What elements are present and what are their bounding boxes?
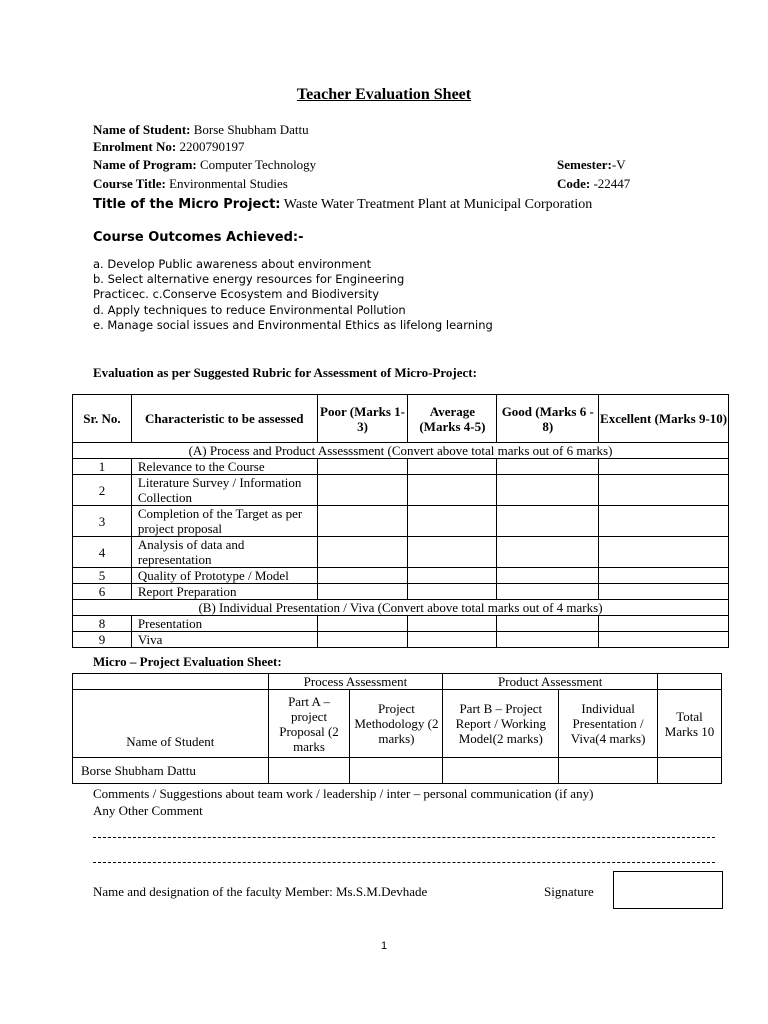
program-line — [93, 156, 316, 173]
methodology-cell[interactable] — [350, 758, 443, 784]
enrolment-value: 2200790197 — [179, 139, 245, 154]
part-b-cell[interactable] — [443, 758, 559, 784]
poor-cell[interactable] — [317, 506, 408, 537]
table-row — [73, 459, 729, 475]
header-methodology: Project Methodology (2 marks) — [350, 690, 443, 758]
evaluation-table — [72, 673, 722, 784]
faculty-name: Name and designation of the faculty Member: Ms.S.M.Devhade — [93, 884, 428, 899]
table-row — [73, 475, 729, 506]
header-total: Total Marks 10 — [658, 690, 722, 758]
average-cell[interactable] — [408, 632, 497, 648]
poor-cell[interactable] — [317, 584, 408, 600]
header-excellent: Excellent (Marks 9-10) — [599, 395, 729, 443]
excellent-cell[interactable] — [599, 568, 729, 584]
row-number: 6 — [73, 584, 132, 600]
average-cell[interactable] — [408, 506, 497, 537]
semester-value: -V — [611, 157, 626, 172]
code-line — [557, 175, 630, 192]
table-row — [73, 616, 729, 632]
row-characteristic: Literature Survey / Information Collection — [131, 475, 317, 506]
program-value: Computer Technology — [199, 157, 317, 172]
project-title-label: Title of the Micro Project: — [93, 197, 281, 212]
average-cell[interactable] — [408, 568, 497, 584]
poor-cell[interactable] — [317, 459, 408, 475]
excellent-cell[interactable] — [599, 506, 729, 537]
outcomes-heading: Course Outcomes Achieved:- — [93, 230, 304, 245]
good-cell[interactable] — [497, 632, 599, 648]
poor-cell[interactable] — [317, 537, 408, 568]
average-cell[interactable] — [408, 475, 497, 506]
eval-blank-cell — [73, 674, 269, 690]
outcome-item: d. Apply techniques to reduce Environmental Pollution — [93, 302, 406, 317]
header-good: Good (Marks 6 - 8) — [497, 395, 599, 443]
header-name-of-student: Name of Student — [73, 690, 269, 758]
enrolment-label: Enrolment No: — [93, 139, 177, 154]
eval-header-row — [73, 690, 722, 758]
header-poor: Poor (Marks 1-3) — [317, 395, 408, 443]
course-label: Course Title: — [93, 176, 166, 191]
project-title-value: Waste Water Treatment Plant at Municipal Corporation — [283, 197, 593, 212]
row-number: 2 — [73, 475, 132, 506]
header-average: Average (Marks 4-5) — [408, 395, 497, 443]
good-cell[interactable] — [497, 537, 599, 568]
outcome-item: b. Select alternative energy resources for Engineering — [93, 272, 405, 287]
good-cell[interactable] — [497, 584, 599, 600]
rubric-header-row — [73, 395, 729, 443]
excellent-cell[interactable] — [599, 584, 729, 600]
excellent-cell[interactable] — [599, 475, 729, 506]
signature-label: Signature — [544, 884, 594, 899]
eval-group-row — [73, 674, 722, 690]
average-cell[interactable] — [408, 616, 497, 632]
semester-line — [557, 156, 626, 173]
enrolment-line — [93, 138, 244, 155]
page-number: 1 — [380, 940, 388, 952]
table-row — [73, 506, 729, 537]
average-cell[interactable] — [408, 459, 497, 475]
row-characteristic: Analysis of data and representation — [131, 537, 317, 568]
header-sr-no: Sr. No. — [73, 395, 132, 443]
good-cell[interactable] — [497, 568, 599, 584]
student-name-value: Borse Shubham Dattu — [193, 122, 309, 137]
good-cell[interactable] — [497, 506, 599, 537]
section-a-row — [73, 443, 729, 459]
page-title: Teacher Evaluation Sheet — [296, 86, 472, 103]
other-comment-label: Any Other Comment — [93, 803, 203, 818]
table-row — [73, 568, 729, 584]
code-label: Code: — [557, 176, 591, 191]
part-a-cell[interactable] — [268, 758, 350, 784]
rubric-heading: Evaluation as per Suggested Rubric for Assessment of Micro-Project: — [93, 365, 477, 380]
header-individual: Individual Presentation / Viva(4 marks) — [559, 690, 658, 758]
comment-line[interactable] — [93, 837, 715, 838]
process-assessment-header: Process Assessment — [268, 674, 443, 690]
program-label: Name of Program: — [93, 157, 197, 172]
table-row — [73, 632, 729, 648]
average-cell[interactable] — [408, 537, 497, 568]
project-title-line — [93, 196, 592, 213]
outcome-item: a. Develop Public awareness about environment — [93, 257, 372, 271]
section-b-label: (B) Individual Presentation / Viva (Convert above total marks out of 4 marks) — [73, 600, 729, 616]
header-part-a: Part A – project Proposal (2 marks — [268, 690, 350, 758]
row-characteristic: Presentation — [131, 616, 317, 632]
total-cell[interactable] — [658, 758, 722, 784]
evaluation-heading: Micro – Project Evaluation Sheet: — [93, 654, 282, 669]
signature-box[interactable] — [613, 871, 723, 909]
course-line — [93, 175, 288, 192]
product-assessment-header: Product Assessment — [443, 674, 658, 690]
row-number: 3 — [73, 506, 132, 537]
header-characteristic: Characteristic to be assessed — [131, 395, 317, 443]
header-part-b: Part B – Project Report / Working Model(2 marks) — [443, 690, 559, 758]
course-value: Environmental Studies — [169, 176, 288, 191]
row-characteristic: Relevance to the Course — [131, 459, 317, 475]
poor-cell[interactable] — [317, 475, 408, 506]
row-characteristic: Completion of the Target as per project proposal — [131, 506, 317, 537]
row-number: 5 — [73, 568, 132, 584]
excellent-cell[interactable] — [599, 459, 729, 475]
row-number: 4 — [73, 537, 132, 568]
outcomes-list — [93, 257, 493, 333]
excellent-cell[interactable] — [599, 632, 729, 648]
outcome-item: e. Manage social issues and Environmental Ethics as lifelong learning — [93, 317, 493, 332]
eval-blank-cell — [658, 674, 722, 690]
student-name-line — [93, 121, 309, 138]
good-cell[interactable] — [497, 459, 599, 475]
section-a-label: (A) Process and Product Assesssment (Convert above total marks out of 6 marks) — [73, 443, 729, 459]
row-number: 8 — [73, 616, 132, 632]
individual-cell[interactable] — [559, 758, 658, 784]
student-name-label: Name of Student: — [93, 122, 191, 137]
excellent-cell[interactable] — [599, 537, 729, 568]
student-name-cell: Borse Shubham Dattu — [73, 758, 269, 784]
table-row — [73, 584, 729, 600]
poor-cell[interactable] — [317, 632, 408, 648]
outcome-item: Practicec. c.Conserve Ecosystem and Biodiversity — [93, 287, 380, 302]
row-characteristic: Quality of Prototype / Model — [131, 568, 317, 584]
good-cell[interactable] — [497, 616, 599, 632]
semester-label: Semester: — [557, 157, 612, 172]
row-number: 9 — [73, 632, 132, 648]
row-characteristic: Viva — [131, 632, 317, 648]
good-cell[interactable] — [497, 475, 599, 506]
table-row — [73, 758, 722, 784]
excellent-cell[interactable] — [599, 616, 729, 632]
comment-line[interactable] — [93, 862, 715, 863]
section-b-row — [73, 600, 729, 616]
code-value: -22447 — [593, 176, 631, 191]
rubric-table — [72, 394, 729, 648]
poor-cell[interactable] — [317, 568, 408, 584]
table-row — [73, 537, 729, 568]
comments-prompt: Comments / Suggestions about team work / leadership / inter – personal communication (if any) — [93, 786, 594, 801]
poor-cell[interactable] — [317, 616, 408, 632]
row-number: 1 — [73, 459, 132, 475]
row-characteristic: Report Preparation — [131, 584, 317, 600]
average-cell[interactable] — [408, 584, 497, 600]
